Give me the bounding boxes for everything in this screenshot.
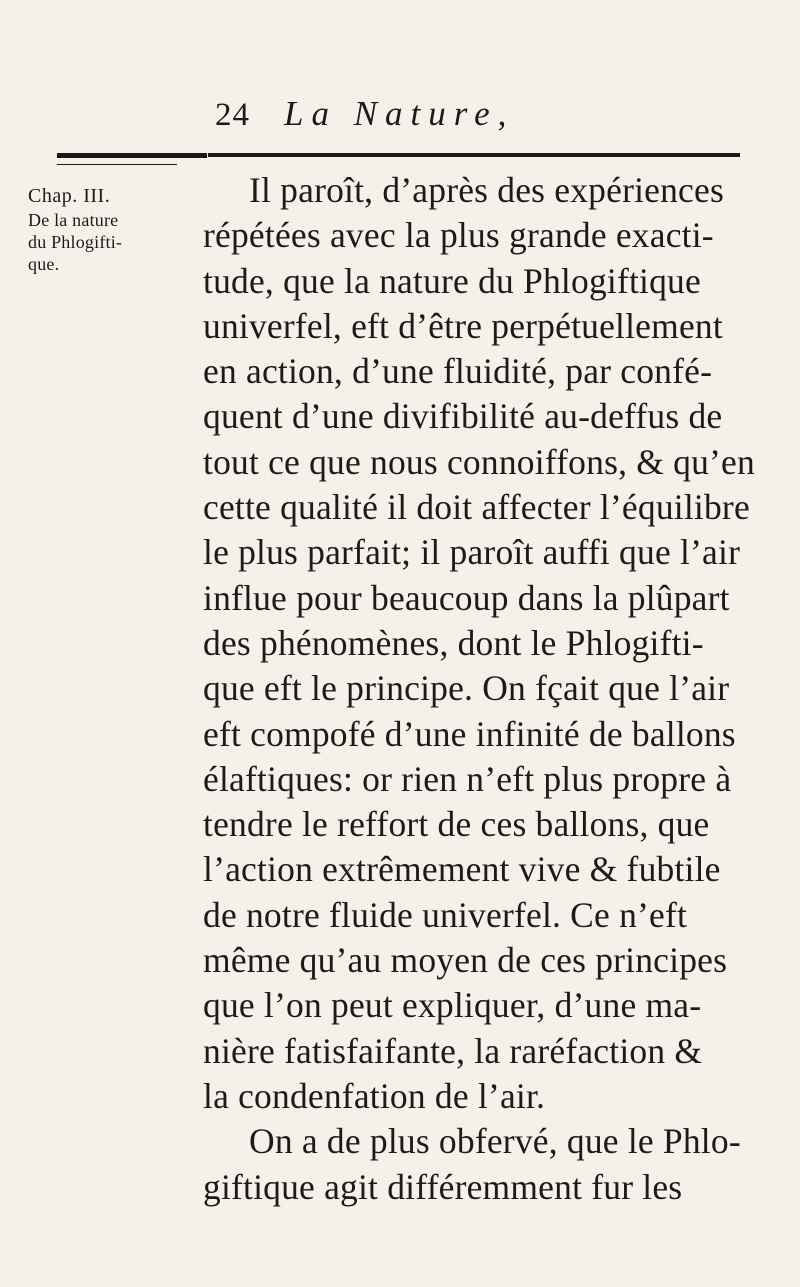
body-text	[203, 168, 765, 1210]
margin-note-line: De la nature	[28, 210, 119, 230]
chapter-label: Chap. III.	[28, 185, 111, 207]
text-line: On a de plus obfervé, que le Phlo-	[249, 1121, 741, 1162]
text-line: que l’on peut expliquer, d’une ma-	[203, 985, 702, 1026]
text-line: que eft le principe. On fçait que l’air	[203, 668, 730, 709]
text-line: répétées avec la plus grande exacti-	[203, 215, 714, 256]
text-line: élaftiques: or rien n’eft plus propre à	[203, 758, 732, 799]
text-line: univerfel, eft d’être perpétuellement	[203, 305, 723, 346]
text-line: tude, que la nature du Phlogiftique	[203, 260, 701, 301]
text-line: des phénomènes, dont le Phlogifti-	[203, 622, 704, 663]
text-line: giftique agit différemment fur les	[203, 1166, 683, 1207]
margin-note	[28, 185, 198, 275]
margin-rule-thin	[57, 164, 177, 165]
text-line: influe pour beaucoup dans la plûpart	[203, 577, 730, 618]
text-line: la condenfation de l’air.	[203, 1075, 546, 1116]
text-line: de notre fluide univerfel. Ce n’eft	[203, 894, 688, 935]
text-line: l’action extrêmement vive & fubtile	[203, 849, 721, 890]
text-line: quent d’une divifibilité au-deffus de	[203, 396, 723, 437]
margin-rule	[57, 153, 207, 158]
text-line: eft compofé d’une infinité de ballons	[203, 713, 736, 754]
text-line: cette qualité il doit affecter l’équilibre	[203, 487, 750, 528]
text-line: nière fatisfaifante, la raréfaction &	[203, 1030, 703, 1071]
header-rule	[208, 153, 740, 157]
page-header	[215, 96, 735, 144]
text-line: tout ce que nous connoiffons, & qu’en	[203, 441, 755, 482]
text-line: même qu’au moyen de ces principes	[203, 940, 728, 981]
text-line: en action, d’une fluidité, par confé-	[203, 351, 713, 392]
margin-note-line: du Phlogifti-	[28, 232, 123, 252]
text-line: le plus parfait; il paroît auffi que l’air	[203, 532, 741, 573]
running-title: La Nature,	[284, 94, 515, 133]
margin-note-line: que.	[28, 254, 60, 274]
text-line: tendre le reffort de ces ballons, que	[203, 804, 710, 845]
page-number: 24	[215, 97, 250, 133]
text-line: Il paroît, d’après des expériences	[249, 170, 724, 210]
